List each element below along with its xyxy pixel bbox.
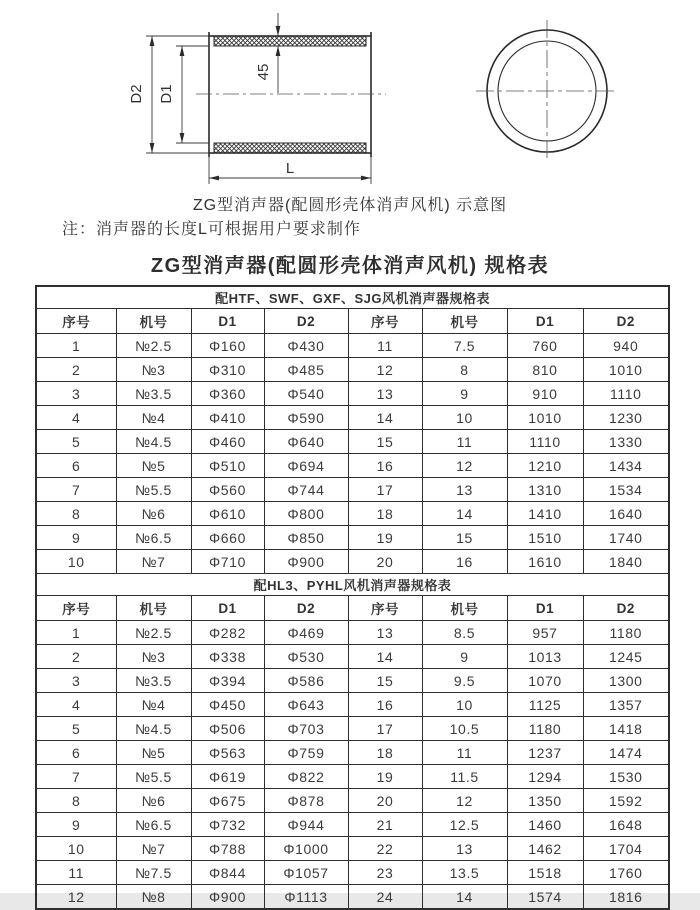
table-cell: 1474: [583, 741, 669, 765]
table-cell: №7: [116, 837, 191, 861]
table-cell: 2: [36, 645, 116, 669]
table-cell: №3.5: [116, 382, 191, 406]
group-header-row: [36, 574, 669, 596]
table-cell: №3: [116, 645, 191, 669]
column-header: D2: [583, 596, 669, 621]
table-cell: №6.5: [116, 526, 191, 550]
table-cell: 1816: [583, 885, 669, 910]
dimension-label-l: L: [285, 160, 295, 177]
table-cell: 810: [507, 358, 583, 382]
table-cell: 1704: [583, 837, 669, 861]
table-cell: 18: [348, 502, 422, 526]
group-header-1: 配HTF、SWF、GXF、SJG风机消声器规格表: [36, 286, 669, 309]
dimension-d1: [158, 46, 209, 143]
table-cell: 1180: [507, 717, 583, 741]
table-cell: №5.5: [116, 765, 191, 789]
table-cell: 957: [507, 621, 583, 645]
table-cell: Φ485: [264, 358, 348, 382]
table-cell: 1294: [507, 765, 583, 789]
table-cell: 1180: [583, 621, 669, 645]
table-cell: Φ460: [191, 430, 264, 454]
table-cell: Φ590: [264, 406, 348, 430]
table-cell: №6: [116, 789, 191, 813]
table-cell: Φ586: [264, 669, 348, 693]
table-cell: 1245: [583, 645, 669, 669]
table-cell: Φ338: [191, 645, 264, 669]
dimension-length: [209, 157, 371, 184]
table-cell: 6: [36, 454, 116, 478]
table-cell: Φ1000: [264, 837, 348, 861]
table-cell: Φ800: [264, 502, 348, 526]
table-cell: Φ732: [191, 813, 264, 837]
table-cell: 10.5: [422, 717, 507, 741]
figure-caption: ZG型消声器(配圆形壳体消声风机) 示意图: [192, 197, 508, 214]
column-header: 机号: [422, 596, 507, 621]
column-header: 机号: [116, 309, 191, 334]
page-title: ZG型消声器(配圆形壳体消声风机) 规格表: [150, 255, 550, 277]
table-cell: 8.5: [422, 621, 507, 645]
table-cell: 1462: [507, 837, 583, 861]
table-cell: №2.5: [116, 334, 191, 358]
dimension-label-45: 45: [255, 63, 272, 81]
table-cell: 15: [422, 526, 507, 550]
table-cell: 11: [348, 334, 422, 358]
table-cell: №3.5: [116, 669, 191, 693]
table-cell: Φ844: [191, 861, 264, 885]
table-cell: Φ1057: [264, 861, 348, 885]
table-cell: 10: [36, 837, 116, 861]
table-cell: 19: [348, 765, 422, 789]
table-body-2: [36, 621, 669, 910]
table-cell: 760: [507, 334, 583, 358]
table-cell: 15: [348, 669, 422, 693]
column-header: D1: [507, 309, 583, 334]
table-row: [36, 813, 669, 837]
table-cell: 1534: [583, 478, 669, 502]
table-cell: 7: [36, 478, 116, 502]
table-cell: Φ744: [264, 478, 348, 502]
table-cell: 10: [422, 406, 507, 430]
table-row: [36, 358, 669, 382]
table-cell: 1300: [583, 669, 669, 693]
table-row: [36, 765, 669, 789]
table-cell: Φ540: [264, 382, 348, 406]
column-header: D1: [507, 596, 583, 621]
table-cell: 1070: [507, 669, 583, 693]
table-cell: 24: [348, 885, 422, 910]
table-cell: 2: [36, 358, 116, 382]
table-cell: 1010: [583, 358, 669, 382]
table-row: [36, 837, 669, 861]
table-section-1-header: [36, 286, 669, 334]
table-cell: 1574: [507, 885, 583, 910]
table-cell: 1592: [583, 789, 669, 813]
table-cell: Φ360: [191, 382, 264, 406]
table-cell: 18: [348, 741, 422, 765]
table-cell: 11: [422, 741, 507, 765]
table-cell: Φ788: [191, 837, 264, 861]
table-cell: 13: [422, 837, 507, 861]
flange-ticks: [209, 32, 371, 157]
table-cell: Φ660: [191, 526, 264, 550]
table-cell: 940: [583, 334, 669, 358]
table-cell: Φ610: [191, 502, 264, 526]
table-cell: 5: [36, 717, 116, 741]
dimension-label-d1: D1: [158, 84, 175, 104]
table-row: [36, 526, 669, 550]
table-cell: 3: [36, 669, 116, 693]
table-cell: №7.5: [116, 861, 191, 885]
table-cell: 1530: [583, 765, 669, 789]
table-cell: 11: [36, 861, 116, 885]
column-header: D2: [583, 309, 669, 334]
table-cell: 1418: [583, 717, 669, 741]
table-cell: 14: [348, 406, 422, 430]
table-cell: 1740: [583, 526, 669, 550]
table-cell: 1760: [583, 861, 669, 885]
table-cell: 8: [36, 789, 116, 813]
figure-note: 注：消声器的长度L可根据用户要求制作: [62, 221, 361, 238]
table-cell: Φ410: [191, 406, 264, 430]
table-cell: 1010: [507, 406, 583, 430]
group-header-2: 配HL3、PYHL风机消声器规格表: [36, 574, 669, 596]
table-cell: 13: [348, 382, 422, 406]
table-cell: Φ703: [264, 717, 348, 741]
table-cell: №5: [116, 454, 191, 478]
column-header-row: [36, 596, 669, 621]
table-cell: Φ900: [264, 550, 348, 574]
muffler-front-view: [476, 20, 618, 162]
table-row: [36, 406, 669, 430]
table-cell: 1648: [583, 813, 669, 837]
table-row: [36, 669, 669, 693]
table-cell: 11.5: [422, 765, 507, 789]
table-cell: 23: [348, 861, 422, 885]
column-header: 序号: [36, 596, 116, 621]
table-cell: 19: [348, 526, 422, 550]
table-cell: 13: [348, 621, 422, 645]
table-cell: 1210: [507, 454, 583, 478]
column-header: D2: [264, 596, 348, 621]
table-cell: 10: [422, 693, 507, 717]
table-cell: 910: [507, 382, 583, 406]
table-cell: 1237: [507, 741, 583, 765]
table-cell: 1330: [583, 430, 669, 454]
table-cell: Φ563: [191, 741, 264, 765]
column-header: 序号: [348, 309, 422, 334]
table-cell: 22: [348, 837, 422, 861]
table-cell: Φ394: [191, 669, 264, 693]
table-cell: 12: [422, 789, 507, 813]
table-cell: 3: [36, 382, 116, 406]
column-header: D1: [191, 309, 264, 334]
dimension-label-d2: D2: [128, 84, 145, 104]
table-cell: 16: [348, 454, 422, 478]
column-header: 序号: [36, 309, 116, 334]
table-cell: Φ850: [264, 526, 348, 550]
table-cell: 1350: [507, 789, 583, 813]
table-cell: 9: [422, 645, 507, 669]
table-cell: Φ1113: [264, 885, 348, 910]
table-cell: Φ759: [264, 741, 348, 765]
table-row: [36, 382, 669, 406]
table-cell: 14: [422, 502, 507, 526]
table-cell: 16: [348, 693, 422, 717]
table-cell: Φ506: [191, 717, 264, 741]
table-row: [36, 861, 669, 885]
table-row: [36, 478, 669, 502]
table-row: [36, 645, 669, 669]
table-row: [36, 693, 669, 717]
table-cell: 9: [36, 526, 116, 550]
table-cell: 1110: [583, 382, 669, 406]
table-cell: 12: [36, 885, 116, 910]
table-cell: 1013: [507, 645, 583, 669]
table-row: [36, 885, 669, 910]
table-row: [36, 717, 669, 741]
table-cell: Φ640: [264, 430, 348, 454]
column-header-row: [36, 309, 669, 334]
table-cell: 17: [348, 717, 422, 741]
table-cell: 13: [422, 478, 507, 502]
table-cell: №4.5: [116, 430, 191, 454]
table-row: [36, 550, 669, 574]
table-cell: №3: [116, 358, 191, 382]
table-cell: Φ878: [264, 789, 348, 813]
table-cell: Φ694: [264, 454, 348, 478]
table-cell: 1: [36, 621, 116, 645]
table-cell: Φ619: [191, 765, 264, 789]
table-cell: 1434: [583, 454, 669, 478]
table-cell: 1110: [507, 430, 583, 454]
table-cell: 10: [36, 550, 116, 574]
table-cell: 1840: [583, 550, 669, 574]
table-cell: 6: [36, 741, 116, 765]
table-cell: Φ160: [191, 334, 264, 358]
table-cell: 20: [348, 789, 422, 813]
table-cell: 1410: [507, 502, 583, 526]
table-cell: 12: [348, 358, 422, 382]
column-header: D2: [264, 309, 348, 334]
table-cell: 7.5: [422, 334, 507, 358]
group-header-row: [36, 286, 669, 309]
technical-drawing: [0, 0, 700, 190]
table-cell: 1460: [507, 813, 583, 837]
table-body-1: [36, 334, 669, 574]
column-header: 序号: [348, 596, 422, 621]
column-header: D1: [191, 596, 264, 621]
table-cell: 1: [36, 334, 116, 358]
table-cell: №6.5: [116, 813, 191, 837]
table-row: [36, 741, 669, 765]
table-cell: №4: [116, 693, 191, 717]
table-section-2-header: [36, 574, 669, 621]
table-cell: Φ510: [191, 454, 264, 478]
table-cell: Φ310: [191, 358, 264, 382]
table-cell: Φ560: [191, 478, 264, 502]
table-cell: 8: [422, 358, 507, 382]
table-cell: 1125: [507, 693, 583, 717]
table-cell: 12: [422, 454, 507, 478]
table-cell: 1357: [583, 693, 669, 717]
table-cell: 9: [36, 813, 116, 837]
table-cell: Φ944: [264, 813, 348, 837]
table-cell: 4: [36, 406, 116, 430]
table-cell: 1610: [507, 550, 583, 574]
table-cell: Φ430: [264, 334, 348, 358]
table-cell: 13.5: [422, 861, 507, 885]
table-cell: №4.5: [116, 717, 191, 741]
table-cell: 11: [422, 430, 507, 454]
table-cell: Φ282: [191, 621, 264, 645]
table-cell: Φ530: [264, 645, 348, 669]
table-cell: 1518: [507, 861, 583, 885]
table-row: [36, 430, 669, 454]
table-cell: 16: [422, 550, 507, 574]
table-cell: 20: [348, 550, 422, 574]
table-cell: 12.5: [422, 813, 507, 837]
table-cell: 15: [348, 430, 422, 454]
table-cell: Φ710: [191, 550, 264, 574]
table-cell: 1640: [583, 502, 669, 526]
table-cell: 1230: [583, 406, 669, 430]
table-cell: 8: [36, 502, 116, 526]
table-row: [36, 621, 669, 645]
table-cell: Φ450: [191, 693, 264, 717]
table-cell: №4: [116, 406, 191, 430]
table-cell: 9.5: [422, 669, 507, 693]
crosshatch-liner-bottom: [214, 143, 366, 153]
table-row: [36, 334, 669, 358]
table-row: [36, 502, 669, 526]
spec-table: [35, 285, 670, 910]
table-cell: 21: [348, 813, 422, 837]
muffler-shell-outline: [209, 36, 371, 153]
table-cell: 5: [36, 430, 116, 454]
table-cell: 9: [422, 382, 507, 406]
table-cell: Φ643: [264, 693, 348, 717]
column-header: 机号: [116, 596, 191, 621]
table-cell: Φ822: [264, 765, 348, 789]
column-header: 机号: [422, 309, 507, 334]
table-cell: 14: [422, 885, 507, 910]
crosshatch-liner-top: [214, 36, 366, 46]
table-cell: 1510: [507, 526, 583, 550]
table-cell: Φ469: [264, 621, 348, 645]
table-cell: Φ900: [191, 885, 264, 910]
table-row: [36, 454, 669, 478]
table-cell: №8: [116, 885, 191, 910]
table-cell: №5.5: [116, 478, 191, 502]
table-cell: 17: [348, 478, 422, 502]
table-cell: 7: [36, 765, 116, 789]
table-cell: 1310: [507, 478, 583, 502]
table-row: [36, 789, 669, 813]
table-cell: 4: [36, 693, 116, 717]
table-cell: №6: [116, 502, 191, 526]
table-cell: №7: [116, 550, 191, 574]
table-cell: 14: [348, 645, 422, 669]
table-cell: Φ675: [191, 789, 264, 813]
table-cell: №5: [116, 741, 191, 765]
dimension-liner-thickness: [255, 13, 278, 93]
table-cell: №2.5: [116, 621, 191, 645]
muffler-side-view: [128, 13, 386, 184]
